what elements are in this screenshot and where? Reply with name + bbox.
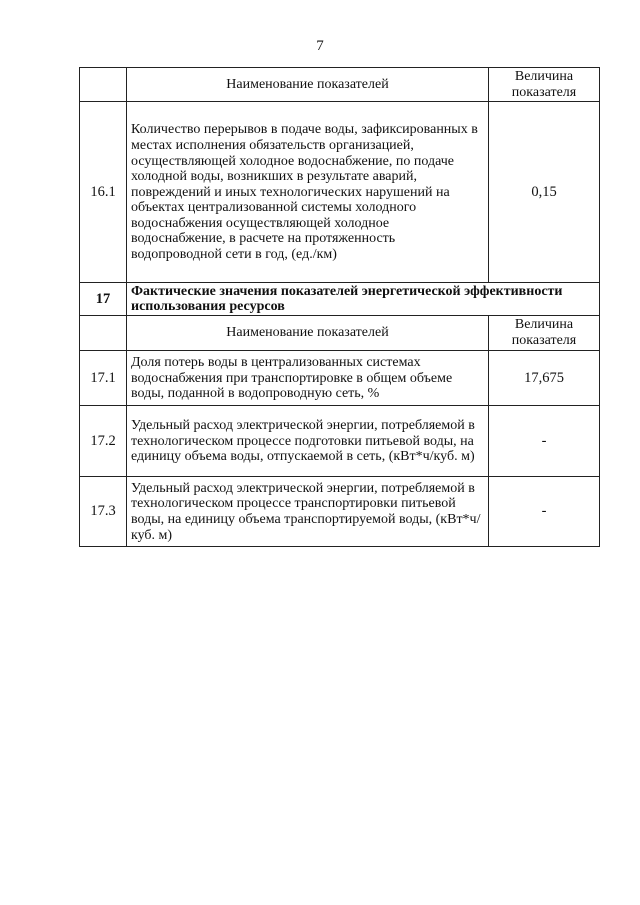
- header-num-cell: [80, 316, 127, 351]
- table-row: [80, 406, 600, 477]
- row-number: 17.1: [80, 351, 127, 406]
- row-value: -: [489, 477, 600, 547]
- section-number: 17: [80, 283, 127, 316]
- header-value-cell: Величина показателя: [489, 316, 600, 351]
- table-row: [80, 351, 600, 406]
- indicators-table: [79, 67, 600, 547]
- header-num-cell: [80, 68, 127, 102]
- header-value-cell: Величина показателя: [489, 68, 600, 102]
- row-description: Удельный расход электрической энергии, потребляемой в технологическом процессе транспортировки питьевой воды, на единицу объема транспортируемой воды, (кВт*ч/куб. м): [127, 477, 489, 547]
- row-description: Доля потерь воды в централизованных системах водоснабжения при транспортировке в общем объеме воды, поданной в водопроводную сеть, %: [127, 351, 489, 406]
- table-row: [80, 477, 600, 547]
- row-value: -: [489, 406, 600, 477]
- header-name-cell: Наименование показателей: [127, 316, 489, 351]
- table-header-row: [80, 68, 600, 102]
- header-name-cell: Наименование показателей: [127, 68, 489, 102]
- row-number: 17.3: [80, 477, 127, 547]
- row-description: Удельный расход электрической энергии, потребляемой в технологическом процессе подготовки питьевой воды, на единицу объема воды, отпускаемой в сеть, (кВт*ч/куб. м): [127, 406, 489, 477]
- row-value: 0,15: [489, 102, 600, 283]
- row-value: 17,675: [489, 351, 600, 406]
- section-title: Фактические значения показателей энергетической эффективности использования ресурсов: [127, 283, 600, 316]
- row-number: 17.2: [80, 406, 127, 477]
- table-row: [80, 102, 600, 283]
- table-header-row: [80, 316, 600, 351]
- section-row: [80, 283, 600, 316]
- page-number: 7: [316, 38, 324, 54]
- row-number: 16.1: [80, 102, 127, 283]
- row-description: Количество перерывов в подаче воды, зафиксированных в местах исполнения обязательств организацией, осуществляющей холодное водоснабжение, по подаче холодной воды, возникших в результате аварий, повреждений и иных технологических нарушений на объектах централизованной системы холодного водоснабжения осуществляющей холодное водоснабжение, в расчете на протяженность водопроводной сети в год, (ед./км): [127, 102, 489, 283]
